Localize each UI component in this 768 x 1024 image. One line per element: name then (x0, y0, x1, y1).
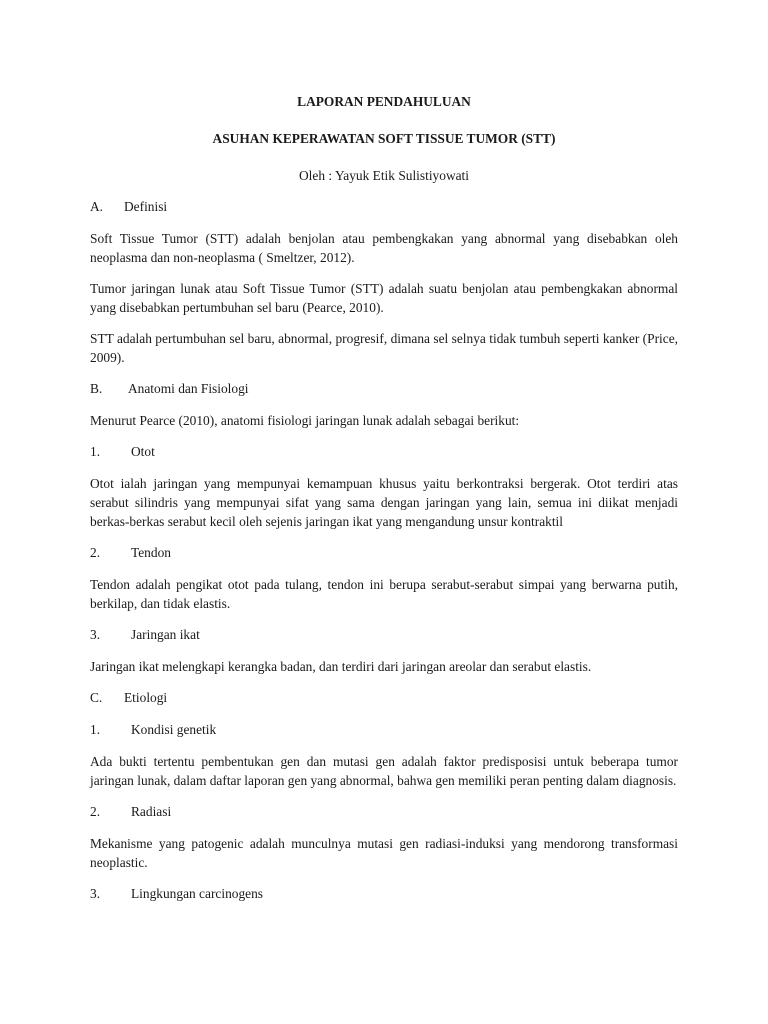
document-title: LAPORAN PENDAHULUAN (297, 94, 471, 109)
etiology-item-1-text: Ada bukti tertentu pembentukan gen dan mutasi gen adalah faktor predisposisi untuk beberapa tumor jaringan lunak, dalam daftar laporan gen yang abnormal, bahwa gen memiliki peran penting dalam diagnosis. (90, 754, 678, 788)
item-label: Lingkungan carcinogens (131, 886, 264, 901)
section-marker: B. (90, 381, 103, 396)
item-label: Radiasi (131, 804, 172, 819)
item-marker: 1. (90, 722, 101, 737)
document-body (90, 92, 678, 903)
anatomy-intro: Menurut Pearce (2010), anatomi fisiologi jaringan lunak adalah sebagai berikut: (90, 413, 520, 428)
item-marker: 2. (90, 804, 101, 819)
item-marker: 2. (90, 545, 101, 560)
anatomy-item-1-heading (90, 442, 678, 461)
item-label: Otot (131, 444, 155, 459)
section-label: Anatomi dan Fisiologi (128, 381, 249, 396)
definition-paragraph-2: Tumor jaringan lunak atau Soft Tissue Tumor (STT) adalah suatu benjolan atau pembengkakan abnormal yang disebabkan pertumbuhan sel baru (Pearce, 2010). (90, 281, 678, 315)
etiology-item-1-heading (90, 720, 678, 739)
definition-paragraph-1: Soft Tissue Tumor (STT) adalah benjolan atau pembengkakan yang abnormal yang disebabkan oleh neoplasma dan non-neoplasma ( Smeltzer, 2012). (90, 231, 678, 265)
item-label: Jaringan ikat (131, 627, 200, 642)
definition-paragraph-3: STT adalah pertumbuhan sel baru, abnormal, progresif, dimana sel selnya tidak tumbuh seperti kanker (Price, 2009). (90, 331, 678, 365)
anatomy-item-2-text: Tendon adalah pengikat otot pada tulang, tendon ini berupa serabut-serabut simpai yang berwarna putih, berkilap, dan tidak elastis. (90, 577, 678, 611)
anatomy-item-3-text: Jaringan ikat melengkapi kerangka badan, dan terdiri dari jaringan areolar dan serabut elastis. (90, 659, 592, 674)
item-marker: 1. (90, 444, 101, 459)
item-label: Kondisi genetik (131, 722, 217, 737)
section-label: Etiologi (124, 690, 168, 705)
author-line: Oleh : Yayuk Etik Sulistiyowati (299, 168, 469, 183)
item-marker: 3. (90, 627, 101, 642)
etiology-item-2-text: Mekanisme yang patogenic adalah munculnya mutasi gen radiasi-induksi yang mendorong transformasi neoplastic. (90, 836, 678, 870)
item-label: Tendon (131, 545, 171, 560)
document-subtitle: ASUHAN KEPERAWATAN SOFT TISSUE TUMOR (STT) (212, 131, 556, 146)
anatomy-item-1-text: Otot ialah jaringan yang mempunyai kemampuan khusus yaitu berkontraksi bergerak. Otot terdiri atas serabut silindris yang mempunyai sifat yang sama dengan jaringan yang lain, semua ini diikat menjadi berkas-berkas serabut kecil oleh sejenis jaringan ikat yang mengandung unsur kontraktil (90, 476, 678, 529)
item-marker: 3. (90, 886, 101, 901)
section-label: Definisi (124, 199, 168, 214)
section-marker: A. (90, 199, 104, 214)
section-b-heading (90, 379, 678, 398)
section-a-heading (90, 197, 678, 216)
etiology-item-2-heading (90, 802, 678, 821)
section-marker: C. (90, 690, 103, 705)
anatomy-item-3-heading (90, 625, 678, 644)
section-c-heading (90, 688, 678, 707)
anatomy-item-2-heading (90, 543, 678, 562)
etiology-item-3-heading (90, 884, 678, 903)
